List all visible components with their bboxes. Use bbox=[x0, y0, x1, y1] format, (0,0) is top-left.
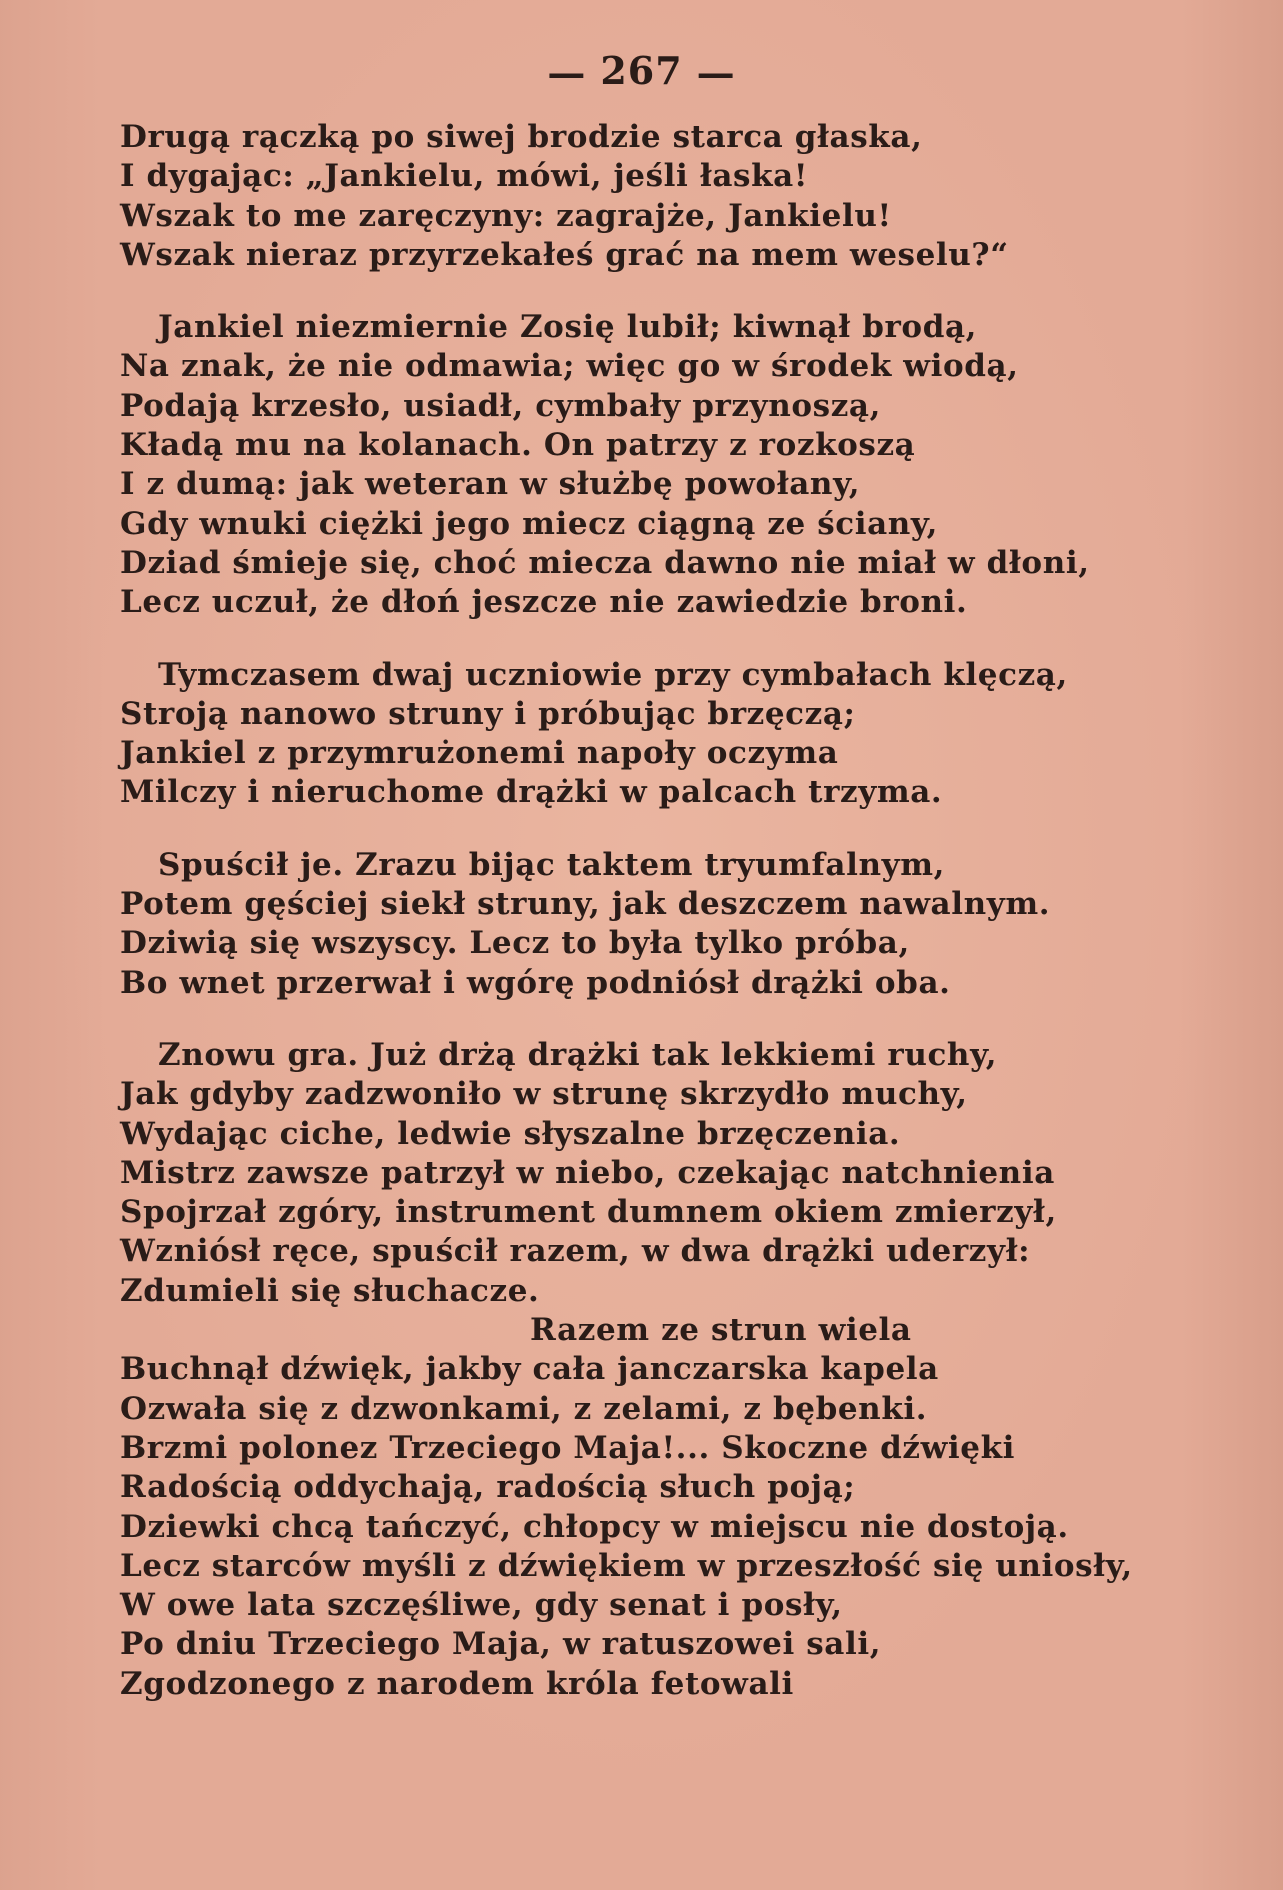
verse-line: Razem ze strun wiela bbox=[530, 1312, 912, 1349]
verse-line: Jak gdyby zadzwoniło w strunę skrzydło muchy, bbox=[120, 1076, 968, 1113]
page-number-dash-right: — bbox=[696, 50, 736, 95]
verse-line: Gdy wnuki ciężki jego miecz ciągną ze ściany, bbox=[120, 505, 938, 542]
page-number-header bbox=[0, 48, 1283, 97]
verse-line: Zdumieli się słuchacze. bbox=[120, 1272, 540, 1309]
verse-line: Radością oddychają, radością słuch poją; bbox=[120, 1469, 856, 1506]
verse-line: W owe lata szczęśliwe, gdy senat i posły, bbox=[120, 1587, 843, 1624]
page-number: 267 bbox=[600, 48, 683, 93]
verse-line: Dziwią się wszyscy. Lecz to była tylko próba, bbox=[120, 925, 910, 962]
verse-line: Podają krzesło, usiadł, cymbały przynoszą, bbox=[120, 387, 881, 424]
verse-line: I dygając: „Jankielu, mówi, jeśli łaska! bbox=[120, 158, 809, 195]
verse-line: I z dumą: jak weteran w służbę powołany, bbox=[120, 466, 861, 503]
verse-line: Mistrz zawsze patrzył w niebo, czekając natchnienia bbox=[120, 1154, 1055, 1191]
verse-line: Zgodzonego z narodem króla fetowali bbox=[120, 1665, 794, 1702]
verse-line: Wydając ciche, ledwie słyszalne brzęczenia. bbox=[120, 1115, 901, 1152]
verse-line: Spuścił je. Zrazu bijąc taktem tryumfalnym, bbox=[158, 846, 946, 883]
verse-line: Znowu gra. Już drżą drążki tak lekkiemi ruchy, bbox=[158, 1036, 998, 1073]
verse-line: Wszak nieraz przyrzekałeś grać na mem weselu?“ bbox=[120, 236, 1009, 273]
verse-line: Dziewki chcą tańczyć, chłopcy w miejscu nie dostoją. bbox=[120, 1508, 1069, 1545]
verse-line: Na znak, że nie odmawia; więc go w środek wiodą, bbox=[120, 348, 1019, 385]
stanza bbox=[120, 308, 1240, 622]
stanza bbox=[120, 846, 1240, 1003]
stanza bbox=[120, 118, 1240, 275]
verse-line: Ozwała się z dzwonkami, z zelami, z bębenki. bbox=[120, 1390, 928, 1427]
page-number-dash-left: — bbox=[547, 50, 587, 95]
verse-line: Po dniu Trzeciego Maja, w ratuszowei sali, bbox=[120, 1626, 882, 1663]
verse-line: Brzmi polonez Trzeciego Maja!... Skoczne dźwięki bbox=[120, 1429, 1016, 1466]
verse-line: Spojrzał zgóry, instrument dumnem okiem zmierzył, bbox=[120, 1194, 1057, 1231]
verse-line: Dziad śmieje się, choć miecza dawno nie miał w dłoni, bbox=[120, 544, 1090, 581]
verse-line: Drugą rączką po siwej brodzie starca głaska, bbox=[120, 119, 923, 155]
verse-line: Milczy i nieruchome drążki w palcach trzyma. bbox=[120, 774, 943, 811]
verse-line: Potem gęściej siekł struny, jak deszczem nawalnym. bbox=[120, 886, 1051, 923]
stanza bbox=[120, 656, 1240, 813]
stanza bbox=[120, 1036, 1240, 1704]
poem-text bbox=[120, 118, 1240, 1737]
verse-line: Jankiel niezmiernie Zosię lubił; kiwnął brodą, bbox=[158, 309, 978, 346]
verse-line: Buchnął dźwięk, jakby cała janczarska kapela bbox=[120, 1351, 939, 1388]
verse-line: Wzniósł ręce, spuścił razem, w dwa drążki uderzył: bbox=[120, 1233, 1031, 1270]
verse-line: Wszak to me zaręczyny: zagrajże, Jankielu! bbox=[120, 197, 892, 234]
verse-line: Tymczasem dwaj uczniowie przy cymbałach klęczą, bbox=[158, 656, 1068, 693]
verse-line: Kładą mu na kolanach. On patrzy z rozkoszą bbox=[120, 427, 916, 464]
verse-line: Bo wnet przerwał i wgórę podniósł drążki oba. bbox=[120, 964, 951, 1001]
verse-line: Lecz starców myśli z dźwiękiem w przeszłość się uniosły, bbox=[120, 1547, 1133, 1584]
verse-line: Lecz uczuł, że dłoń jeszcze nie zawiedzie broni. bbox=[120, 584, 968, 621]
verse-line: Jankiel z przymrużonemi napoły oczyma bbox=[120, 735, 839, 772]
verse-line: Stroją nanowo struny i próbując brzęczą; bbox=[120, 695, 856, 732]
